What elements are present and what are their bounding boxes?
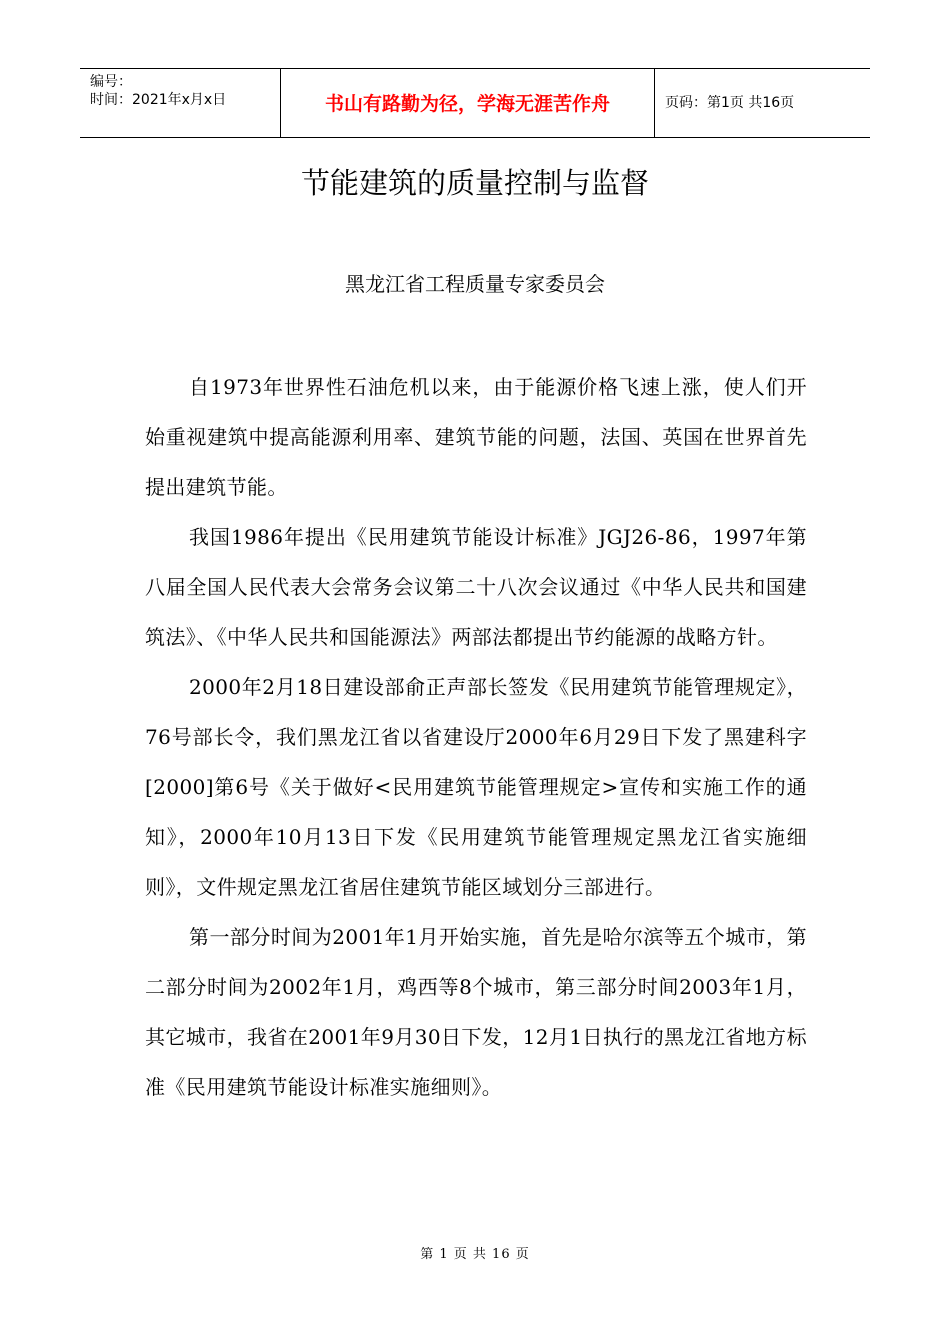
header-meta-cell [80,69,281,137]
document-date: 时间：2021年x月x日 [90,92,227,108]
document-number-label: 编号： [90,74,132,90]
document-body [145,362,807,1112]
document-title: 节能建筑的质量控制与监督 [300,166,649,200]
document-author: 黑龙江省工程质量专家委员会 [345,272,605,296]
page-footer: 第 1 页 共 16 页 [420,1247,530,1262]
body-paragraph: 自1973年世界性石油危机以来，由于能源价格飞速上涨，使人们开始重视建筑中提高能源利用率、建筑节能的问题，法国、英国在世界首先提出建筑节能。 [145,375,807,499]
header-page-info: 页码：第1页 共16页 [665,95,795,111]
header-motto: 书山有路勤为径，学海无涯苦作舟 [324,93,610,115]
header-page-cell [655,69,870,137]
page-header [80,68,870,138]
header-motto-cell [281,69,655,137]
body-paragraph: 第一部分时间为2001年1月开始实施，首先是哈尔滨等五个城市，第二部分时间为2002年1月，鸡西等8个城市，第三部分时间2003年1月，其它城市，我省在2001年9月30日下发，12月1日执行的黑龙江省地方标准《民用建筑节能设计标准实施细则》。 [145,925,807,1099]
body-paragraph: 我国1986年提出《民用建筑节能设计标准》JGJ26-86，1997年第八届全国人民代表大会常务会议第二十八次会议通过《中华人民共和国建筑法》、《中华人民共和国能源法》两部法都提出节约能源的战略方针。 [145,525,807,649]
body-paragraph: 2000年2月18日建设部俞正声部长签发《民用建筑节能管理规定》，76号部长令，我们黑龙江省以省建设厅2000年6月29日下发了黑建科字[2000]第6号《关于做好<民用建筑节能管理规定>宣传和实施工作的通知》，2000年10月13日下发《民用建筑节能管理规定黑龙江省实施细则》，文件规定黑龙江省居住建筑节能区域划分三部进行。 [145,675,807,899]
